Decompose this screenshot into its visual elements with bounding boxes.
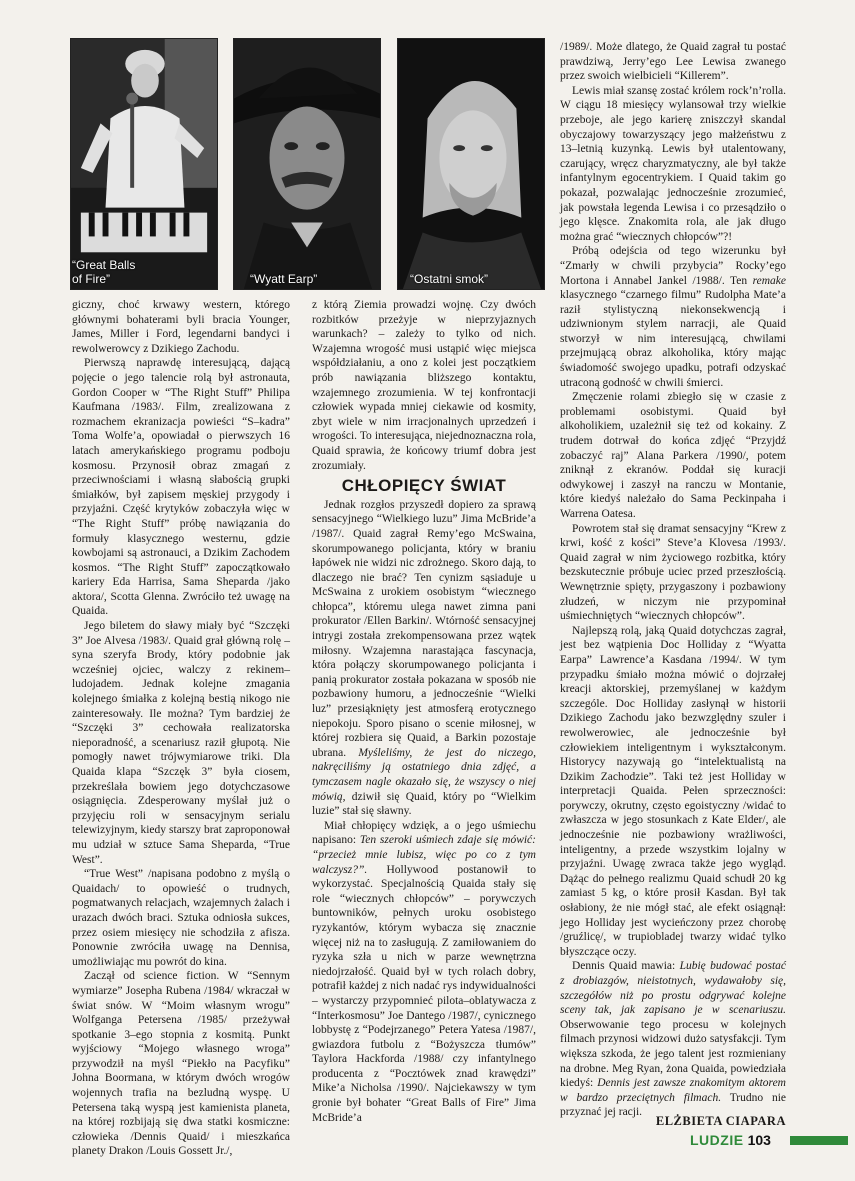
text-run: dziwił się Quaid, który po “Wielkim luzie” stał się sławny. (312, 790, 536, 818)
paragraph: Powrotem stał się dramat sensacyjny “Krew z krwi, kość z kości” Steve’a Klovesa /1993/. Quaid zagrał w nim życiowego rozbitka, który bezskutecznie próbuje uciec przed przeszłością. Wewnętrznie spięty, przygaszony i pozbawiony złudzeń, w niczym nie przypominał uśmiechniętych “wiecznych chłopców”. (560, 522, 786, 623)
text-run: Próbą odejścia od tego wizerunku był “Zmarły w chwili przybycia” Rocky’ego Mortona i Annabel Jankel /1988/. Ten (560, 245, 786, 287)
photo-caption-great-balls-of-fire: “Great Balls of Fire” (72, 258, 136, 286)
text-run: klasycznego “czarnego filmu” Rudolpha Mate’a raził stylistyczną niekonsekwencją i udziwnionym stylem narracji, ale Quaid stworzył w nim interesującą, chwilami przejmującą obraz alkoholika, który mając świadomość swojego upadku, potrafi odzyskać utraconą godność w chwili śmierci. (560, 289, 786, 389)
italic-run: remake (752, 274, 786, 287)
photo-great-balls-of-fire (70, 38, 218, 290)
footer-accent-bar (790, 1136, 848, 1145)
text-run: Jednak rozgłos przyszedł dopiero za sprawą sensacyjnego “Wielkiego luzu” Jima McBride’a /1987/. Quaid zagrał Remy’ego McSwaina, skorumpowanego policjanta, który w braniu łapówek nie widzi nic zdrożnego. Skoro dają, to dlaczego nie brać? Ten cynizm sąsiaduje u McSwaina z urokiem osobistym “wiecznego chłopca”, któremu ulega nawet zimna pani prokurator /Ellen Barkin/. Wtórność sensacyjnej intrygi została zrekompensowana przez wątek miłosny. Wzajemna narastająca fascynacja, która połączy skorumpowanego policjanta i panią prokurator została pokazana w sposób nie pozbawiony humoru, a jednocześnie “Wielki luz” przesiąknięty jest atmosferą erotycznego niepokoju. Sporo pisano o scenie miłosnej, w której rozbiera się Quaid, a Barkin pozostaje ubrana. (312, 498, 536, 759)
long-haired-man-photo (398, 39, 544, 289)
paragraph: Najlepszą rolą, jaką Quaid dotychczas zagrał, jest bez wątpienia Doc Holliday z “Wyatta Earpa” Lawrence’a Kasdana /1994/. W tym przypadku śmiało można mówić o dojrzałej kreacji aktorskiej, przemyślanej w każdym szczególe. Doc Holliday zasłynął w historii Dzikiego Zachodu jako bezwzględny szuler i rewolwerowiec, ale jednocześnie był człowiekiem inteligentnym i wykształconym. Historycy nazywają go “intelektualistą na Dzikim Zachodzie”. Taki też jest Holliday w interpretacji Quaida. Pełen sprzeczności: porywczy, okrutny, często egoistyczny /widać to zwłaszcza w jego stosunkach z Kate Elder/, ale jednocześnie nie pozbawiony wrażliwości, inteligentny, a przede wszystkim lojalny w przyjaźni. Uwagę zwraca także jego wygląd. Dążąc do pełnego realizmu Quaid schudł 20 kg zamiast 5 kg, o które prosił Kasdan. Był tak osłabiony, że nie mógł stać, ale efekt osiągnął: jego Holliday jest wycieńczony przez chorobę /gruźlicę/, w trupiobladej twarzy widać tylko błyszczące oczy. (560, 624, 786, 958)
paragraph (560, 244, 786, 390)
paragraph (312, 819, 536, 1125)
photo-wyatt-earp (233, 38, 381, 290)
article-column-3 (560, 40, 786, 1120)
paragraph (560, 959, 786, 1120)
paragraph: “True West” /napisana podobno z myślą o Quaidach/ to opowieść o trudnych, pogmatwanych relacjach, wzajemnych żalach i urazach dwóch braci. Sztuka odniosła sukces, przez osiem miesięcy nie schodziła z afisza. Ponownie zwróciła uwagę na Dennisa, umożliwiając mu powrót do kina. (72, 868, 290, 968)
mustached-man-in-hat-photo (234, 39, 380, 289)
paragraph: Lewis miał szansę zostać królem rock’n’rolla. W ciągu 18 miesięcy wylansował trzy wielkie przeboje, ale jego karierę zniszczył skandal obyczajowy towarzyszący jego małżeństwu z 13–letnią kuzynką. Lewis był utalentowany, czarujący, wręcz charyzmatyczny, ale był także infantylnym egocentrykiem. I Quaid takim go pokazał, pozwalając jednocześnie zrozumieć, jak powstała legenda Lewisa i co przesądziło o jego klęsce. Znakomita rola, ale jak długo można grać “wiecznych chłopców”?! (560, 84, 786, 243)
paragraph: Pierwszą naprawdę interesującą, dającą pojęcie o jego talencie rolą był astronauta, Gordon Cooper w “The Right Stuff” Philipa Kaufmana /1983/. Film, zrealizowana z rozmachem ekranizacja powieści “S–kadra” Toma Wolfe’a, opowiadał o pierwszych 16 latach amerykańskiego programu podboju kosmosu. Przynosił obraz zmagań z przeciwnościami i własną słabością grupki śmiałków, był zapisem męskiej przygody i przyjaźni. Część krytyków zobaczyła więc w “The Right Stuff” próbę nawiązania do formuły klasycznego westernu, gdzie kowbojami są astronauci, a Dzikim Zachodem kosmos. “The Right Stuff” zapoczątkowało kariery Eda Harrisa, Sama Sheparda /jako aktora/, Scotta Glenna. Zwróciło też uwagę na Quaida. (72, 357, 290, 618)
paragraph (312, 498, 536, 819)
text-run: Obserwowanie tego procesu w kolejnych filmach przynosi widzowi dużo satysfakcji. Tym większa szkoda, że jego talent jest rozmieniany na drobne. Meg Ryan, żona Quaida, powiedziała kiedyś: (560, 1018, 786, 1090)
quote-run: Lubię budować postać z drobiazgów, nieistotnych, wydawałoby się, szczegółów niż po prostu odgrywać kolejne sceny tak, jak zapisano je w scenariuszu. (560, 960, 786, 1017)
paragraph: /1989/. Może dlatego, że Quaid zagrał tu postać prawdziwą, Jerry’ego Lee Lewisa zwanego przez swoich wielbicieli “Killerem”. (560, 41, 786, 83)
paragraph: giczny, choć krwawy western, którego głównymi bohaterami byli bracia Younger, James, Miller i Ford, legendarni bandyci i rewolwerowcy z Dzikiego Zachodu. (72, 299, 290, 355)
section-heading: CHŁOPIĘCY ŚWIAT (341, 476, 507, 496)
quote-run: Dennis jest zawsze znakomitym aktorem w bardzo przeciętnych filmach. (560, 1077, 786, 1104)
quote-run: Myśleliśmy, że jest do niczego, nakręciliśmy ją ostatniego dnia zdjęć, a tymczasem nagle okazało się, że wszyscy o niej mówią, (312, 746, 536, 803)
photo-caption-wyatt-earp: “Wyatt Earp” (250, 272, 318, 286)
text-run: Trudno nie przyznać jej racji. (560, 1091, 786, 1119)
paragraph: Jego biletem do sławy miały być “Szczęki 3” Joe Alvesa /1983/. Quaid grał główną rolę – syna szeryfa Brody, który podobnie jak wcześniej ojciec, walczy z rekinem–ludojadem. Jednak kolejne zmagania kolejnego śmiałka z kolejną bestią nikogo nie zainteresowały. Ile można? Tym bardziej że “Szczęki 3” cechowała realizatorska nieporadność, a scenariusz raził głupotą. Nie pomogły nawet trójwymiarowe triki. Dla Quaida klapa “Szczęk 3” była ciosem, przekreślała bowiem jego dotychczasowe osiągnięcia. Zdesperowany myślał już o przyjęciu roli w sensacyjnym serialu telewizyjnym, kiedy starszy brat zaproponował mu udział w sztuce Sama Sheparda, “True West”. (72, 620, 290, 866)
article-column-1 (72, 298, 290, 1159)
text-run: Dennis Quaid mawia: (572, 960, 680, 973)
paragraph: Zmęczenie rolami zbiegło się w czasie z problemami osobistymi. Quaid był alkoholikiem, uzależnił się też od kokainy. Z trudem dotrwał do końca zdjęć “Przyjdź zobaczyć raj” Alana Parkera /1990/, potem zniknął z ekranów. Poddał się kuracji odwykowej i zaszył na ranczu w Montanie, które kiedyś należało do Sama Peckinpaha i Warrena Oatesa. (560, 391, 786, 520)
page-footer (690, 1132, 771, 1148)
article-column-2 (312, 298, 536, 1125)
text-run: Miał chłopięcy wdzięk, a o jego uśmiechu napisano: (312, 819, 536, 847)
author-byline: ELŻBIETA CIAPARA (655, 1114, 786, 1128)
paragraph: Zaczął od science fiction. W “Sennym wymiarze” Josepha Rubena /1984/ wkraczał w świat snów. W “Moim własnym wrogu” Wolfganga Petersena /1985/ przeżywał spotkanie 3–ego stopnia z kosmitą. Punkt wyjściowy “Mojego własnego wroga” przywodził na myśl “Piekło na Pacyfiku” Johna Boormana, w którym dwóch wrogów wojennych trafia na bezludną wyspę. U Petersena taką wyspą jest kamienista planeta, na której rozbijają się dwa statki kosmiczne: człowieka /Dennis Quaid/ i mieszkańca planety Drakon /Louis Gossett Jr./, (72, 970, 290, 1158)
performer-with-microphone-photo (71, 39, 217, 289)
text-run: Hollywood postanowił to wykorzystać. Specjalnością Quaida stały się role “wiecznych chłopców” – porywczych buntowników, pełnych uroku osobistego ryzykantów, którym wybacza się znacznie więcej niż na to zasługują. Z zamiłowaniem do ryzyka szła u nich w parze wewnętrzna niedojrzałość. Quaid był w tych rolach dobry, potrafił każdej z nich nadać rys indywidualności – wystarczy przypomnieć pilota–oblatywacza z “Interkosmosu” Joe Dantego /1987/, cynicznego lobbystę z “Podejrzanego” Petera Yatesa /1987/, gwiazdora futbolu z “Bożyszcza tłumów” Taylora Hackforda /1988/ czy infantylnego producenta z “Pocztówek znad krawędzi” Mike’a Nicholsa /1990/. Najciekawszy w tym gronie był bohater “Great Balls of Fire” Jima McBride’a (312, 863, 536, 1124)
photo-caption-ostatni-smok: “Ostatni smok” (410, 272, 489, 286)
paragraph: z którą Ziemia prowadzi wojnę. Czy dwóch rozbitków przeżyje w nieprzyjaznych warunkach? – zależy to tylko od nich. Wzajemna wrogość musi ustąpić więc miejsca współdziałaniu, a ono z kolei jest początkiem prób nawiązania bliższego kontaktu, wzajemnego zrozumienia. W tej konfrontacji człowiek wypada mniej ciekawie od kosmity, zbyt wiele w nim irracjonalnych uprzedzeń i wrogości. To interesująca, niejednoznaczna rola, Quaid sprawia, że końcowy triumf dobra jest zrozumiały. (312, 299, 536, 472)
photo-ostatni-smok (397, 38, 545, 290)
page-number: 103 (747, 1132, 771, 1148)
magazine-name: LUDZIE (690, 1132, 744, 1148)
quote-run: Ten szeroki uśmiech zdaje się mówić: “przecież mnie lubisz, więc po co z tym walczysz?”. (312, 834, 536, 876)
